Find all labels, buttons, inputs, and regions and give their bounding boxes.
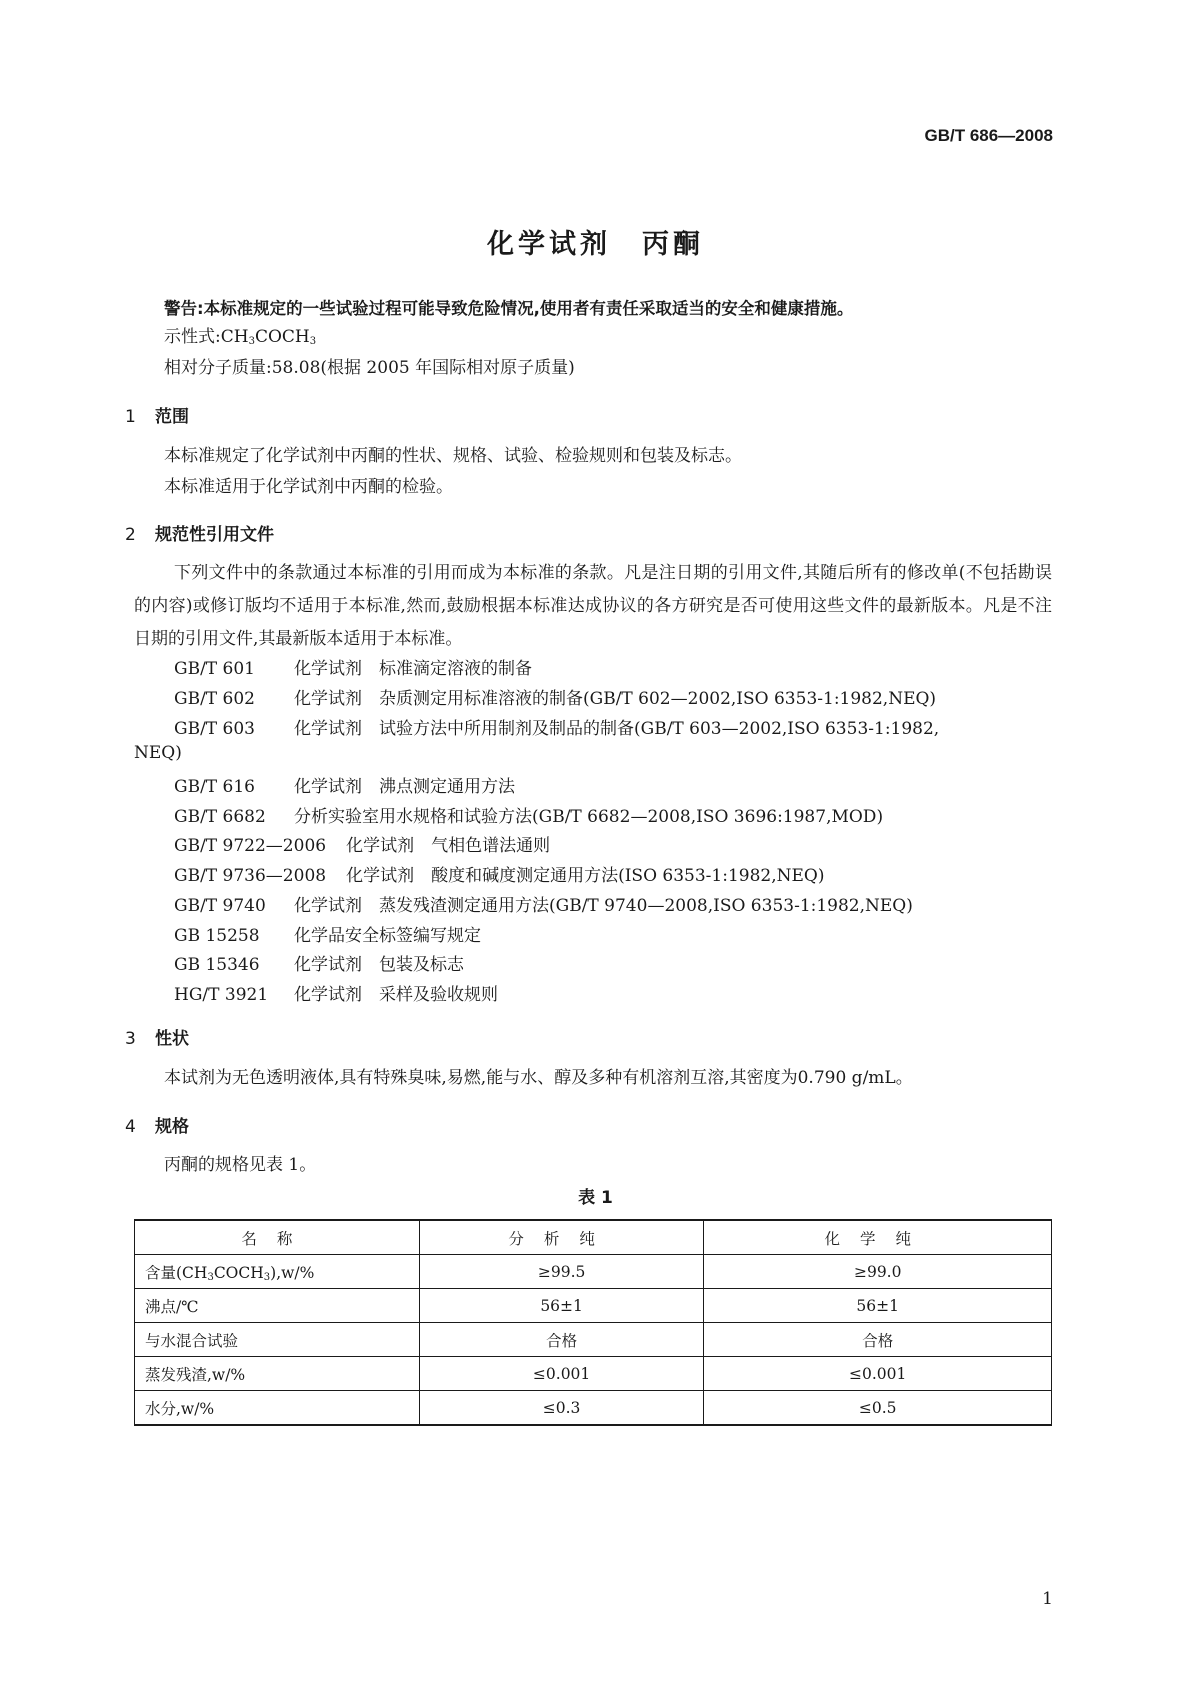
reference-title: 化学试剂 包装及标志 [294,955,464,975]
section-title: 规范性引用文件 [155,525,274,545]
reference-code: GB/T 9740 [174,896,266,916]
section-title: 性状 [155,1029,189,1049]
section-heading-specifications [125,1112,189,1137]
section-heading-properties [125,1024,189,1049]
reference-title: 化学试剂 酸度和碱度测定通用方法(ISO 6353-1:1982,NEQ) [346,866,825,886]
specification-table [134,1219,1052,1426]
reference-title: 化学试剂 气相色谱法通则 [346,836,551,856]
structural-formula [164,327,316,352]
reference-item [174,714,939,739]
reference-title: 化学试剂 沸点测定通用方法 [294,777,515,797]
formula-subscript: 3 [263,1271,271,1283]
cell-chemically-pure: ≤0.5 [704,1391,1052,1426]
section-number: 3 [125,1029,136,1049]
reference-code: GB/T 601 [174,659,255,679]
cell-analytical-reagent: 56±1 [419,1289,704,1323]
reference-item [174,861,825,886]
reference-item [174,891,913,916]
cell-chemically-pure: 56±1 [704,1289,1052,1323]
reference-item [174,772,515,797]
row-name-prefix: 含量(CH [145,1263,208,1282]
row-name [135,1255,420,1289]
column-header-analytical-reagent: 分析纯 [419,1220,704,1255]
table-row [135,1255,1052,1289]
table-row [135,1289,1052,1323]
scope-line: 本标准规定了化学试剂中丙酮的性状、规格、试验、检验规则和包装及标志。 [164,446,742,466]
cell-chemically-pure: 合格 [704,1323,1052,1357]
section-heading-scope [125,402,189,427]
formula-subscript: 3 [207,1271,214,1283]
section-title: 范围 [155,407,189,427]
reference-item [174,950,464,975]
row-name: 沸点/℃ [135,1289,420,1323]
section-title: 规格 [155,1117,189,1137]
cell-chemically-pure: ≤0.001 [704,1357,1052,1391]
reference-code: GB/T 6682 [174,807,266,827]
table-row [135,1391,1052,1426]
warning-text: 警告:本标准规定的一些试验过程可能导致危险情况,使用者有责任采取适当的安全和健康措施。 [164,299,854,318]
cell-analytical-reagent: ≥99.5 [419,1255,704,1289]
reference-code: GB/T 9736—2008 [174,866,327,886]
reference-code: HG/T 3921 [174,985,269,1005]
cell-analytical-reagent: 合格 [419,1323,704,1357]
reference-title: 化学试剂 杂质测定用标准溶液的制备(GB/T 602—2002,ISO 6353-1:1982,NEQ) [294,689,937,709]
table-header-row [135,1220,1052,1255]
standard-code: GB/T 686—2008 [924,126,1053,145]
formula-middle: COCH [254,327,310,347]
reference-item [174,802,883,827]
specifications-text: 丙酮的规格见表 1。 [164,1155,317,1175]
reference-title: 化学试剂 标准滴定溶液的制备 [294,659,532,679]
molar-mass: 相对分子质量:58.08(根据 2005 年国际相对原子质量) [164,358,575,378]
reference-item [174,654,532,679]
row-name-suffix: ),w/% [270,1263,315,1282]
row-name: 蒸发残渣,w/% [135,1357,420,1391]
cell-analytical-reagent: ≤0.001 [419,1357,704,1391]
table-row [135,1323,1052,1357]
column-header-chemically-pure: 化学纯 [704,1220,1052,1255]
section-heading-references [125,520,274,545]
reference-code: GB 15258 [174,926,260,946]
reference-code: GB/T 9722—2006 [174,836,327,856]
reference-title: 化学试剂 蒸发残渣测定通用方法(GB/T 9740—2008,ISO 6353-1:1982,NEQ) [294,896,913,916]
document-title: 化学试剂 丙酮 [487,229,704,260]
reference-code: GB/T 603 [174,719,255,739]
row-name: 与水混合试验 [135,1323,420,1357]
scope-line: 本标准适用于化学试剂中丙酮的检验。 [164,477,453,497]
reference-item [174,921,481,946]
table-caption: 表 1 [578,1188,613,1208]
reference-code: GB/T 616 [174,777,255,797]
reference-code: GB/T 602 [174,689,255,709]
row-name-middle: COCH [213,1263,264,1282]
row-name: 水分,w/% [135,1391,420,1426]
properties-text: 本试剂为无色透明液体,具有特殊臭味,易燃,能与水、醇及多种有机溶剂互溶,其密度为0.790 g/mL。 [164,1068,913,1088]
reference-item [174,980,498,1005]
reference-item [174,684,936,709]
references-intro: 下列文件中的条款通过本标准的引用而成为本标准的条款。凡是注日期的引用文件,其随后所有的修改单(不包括勘误的内容)或修订版均不适用于本标准,然而,鼓励根据本标准达成协议的各方研究是否可使用这些文件的最新版本。凡是不注日期的引用文件,其最新版本适用于本标准。 [134,563,1052,649]
reference-title: 化学试剂 试验方法中所用制剂及制品的制备(GB/T 603—2002,ISO 6353-1:1982, [294,719,940,739]
cell-chemically-pure: ≥99.0 [704,1255,1052,1289]
reference-continuation: NEQ) [134,743,182,763]
formula-subscript: 3 [309,336,317,347]
formula-prefix: 示性式:CH [164,327,249,347]
reference-code: GB 15346 [174,955,260,975]
reference-title: 分析实验室用水规格和试验方法(GB/T 6682—2008,ISO 3696:1987,MOD) [294,807,884,827]
table-row [135,1357,1052,1391]
page-number: 1 [1042,1589,1053,1609]
section-number: 2 [125,525,136,545]
reference-title: 化学品安全标签编写规定 [294,926,481,946]
reference-title: 化学试剂 采样及验收规则 [294,985,498,1005]
column-header-name: 名称 [135,1220,420,1255]
section-number: 4 [125,1117,136,1137]
reference-item [174,831,550,856]
section-number: 1 [125,407,136,427]
formula-subscript: 3 [248,336,255,347]
cell-analytical-reagent: ≤0.3 [419,1391,704,1426]
